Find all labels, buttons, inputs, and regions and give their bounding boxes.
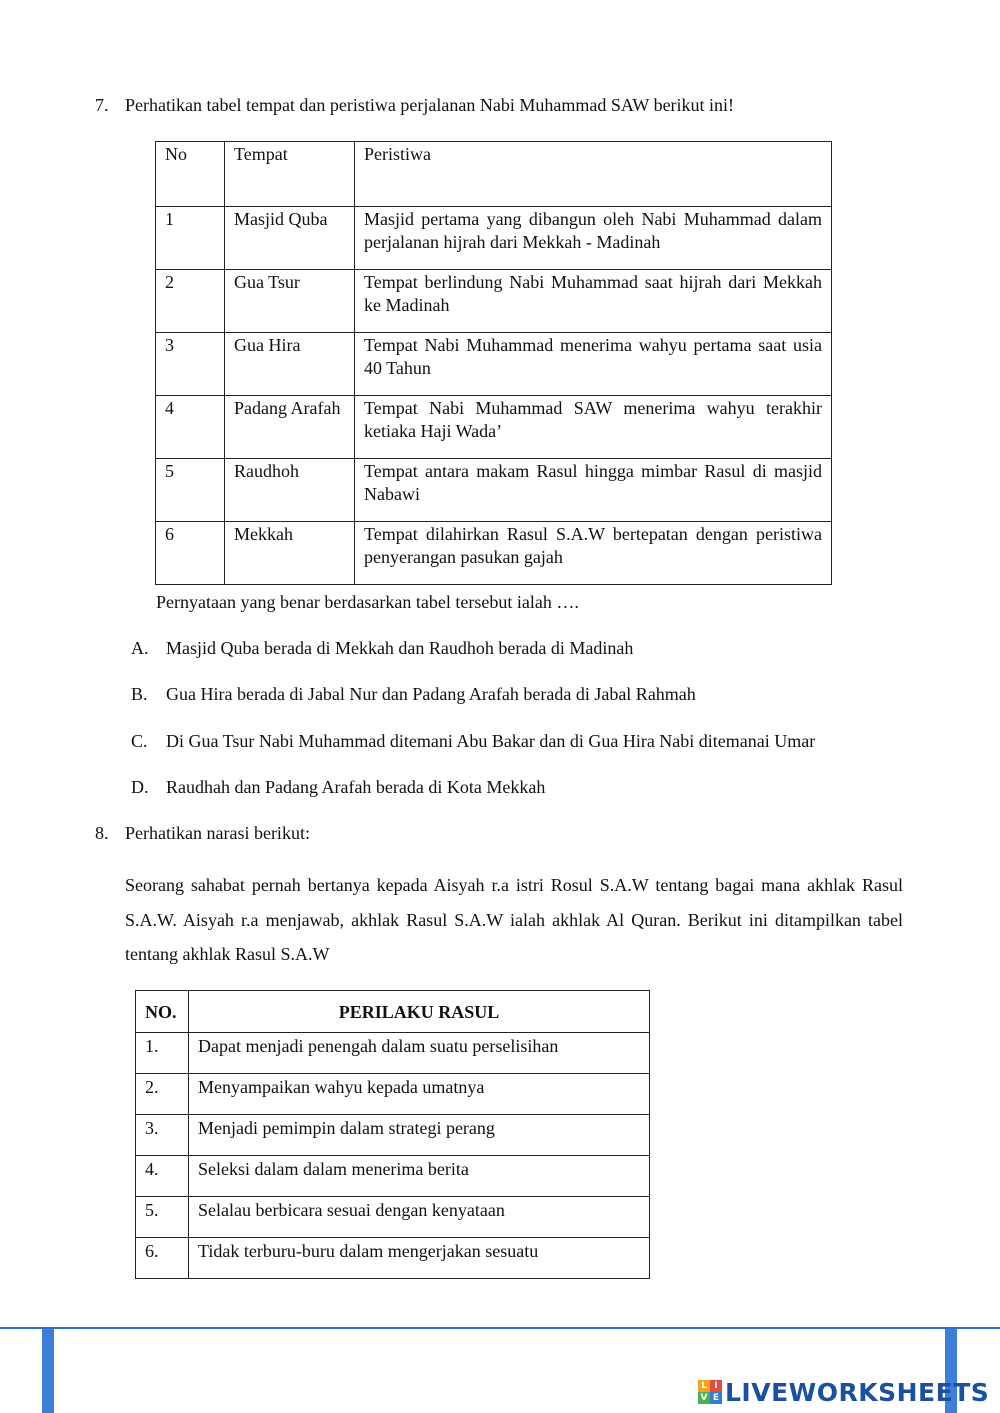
event-cell: Tempat dilahirkan Rasul S.A.W bertepatan dengan peristiwa penyerangan pasukan gajah [355,522,832,585]
row-number: 6 [156,522,225,585]
behavior-cell: Selalau berbicara sesuai dengan kenyataan [189,1197,650,1238]
table-header-row [136,991,650,1033]
table-row [156,396,832,459]
behavior-cell: Menyampaikan wahyu kepada umatnya [189,1074,650,1115]
liveworksheets-logo-icon: L I V E [698,1380,722,1404]
option-letter: D. [131,777,149,797]
footer-divider [0,1327,1000,1329]
question-statement: Pernyataan yang benar berdasarkan tabel tersebut ialah …. [156,592,579,612]
table-row [136,1033,650,1074]
column-header-perilaku: PERILAKU RASUL [189,991,650,1033]
table-row [136,1115,650,1156]
row-number: 4 [156,396,225,459]
behavior-cell: Tidak terburu-buru dalam mengerjakan sesuatu [189,1238,650,1279]
narrative-paragraph: Seorang sahabat pernah bertanya kepada Aisyah r.a istri Rosul S.A.W tentang bagai mana akhlak Rasul S.A.W. Aisyah r.a menjawab, akhlak Rasul S.A.W ialah akhlak Al Quran. Berikut ini ditampilkan tabel tentang akhlak Rasul S.A.W [125,875,903,964]
row-number: 1. [136,1033,189,1074]
behavior-cell: Dapat menjadi penengah dalam suatu perselisihan [189,1033,650,1074]
question-prompt: Perhatikan narasi berikut: [125,823,310,843]
row-number: 3. [136,1115,189,1156]
row-number: 5. [136,1197,189,1238]
option-text: Di Gua Tsur Nabi Muhammad ditemani Abu Bakar dan di Gua Hira Nabi ditemanai Umar [166,731,816,751]
place-cell: Mekkah [225,522,355,585]
option-letter: B. [131,684,148,704]
table-row [136,1156,650,1197]
footer-left-bar [42,1329,54,1413]
place-cell: Gua Tsur [225,270,355,333]
event-cell: Tempat Nabi Muhammad SAW menerima wahyu terakhir ketiaka Haji Wada’ [355,396,832,459]
option-text: Raudhah dan Padang Arafah berada di Kota Mekkah [166,777,546,797]
place-cell: Padang Arafah [225,396,355,459]
column-header-tempat: Tempat [225,142,355,207]
row-number: 3 [156,333,225,396]
question-prompt: Perhatikan tabel tempat dan peristiwa perjalanan Nabi Muhammad SAW berikut ini! [125,95,735,115]
place-cell: Gua Hira [225,333,355,396]
option-text: Masjid Quba berada di Mekkah dan Raudhoh berada di Madinah [166,638,634,658]
row-number: 2. [136,1074,189,1115]
question-number: 8. [95,823,109,843]
liveworksheets-brand [698,1375,989,1409]
row-number: 6. [136,1238,189,1279]
brand-text: LIVEWORKSHEETS [725,1377,990,1407]
row-number: 1 [156,207,225,270]
prophet-behavior-table [135,990,650,1279]
table-row [156,333,832,396]
place-cell: Raudhoh [225,459,355,522]
option-letter: A. [131,638,149,658]
table-header-row [156,142,832,207]
table-row [156,459,832,522]
event-cell: Tempat berlindung Nabi Muhammad saat hijrah dari Mekkah ke Madinah [355,270,832,333]
question-number: 7. [95,95,109,115]
column-header-peristiwa: Peristiwa [355,142,832,207]
table-row [136,1238,650,1279]
event-cell: Tempat antara makam Rasul hingga mimbar Rasul di masjid Nabawi [355,459,832,522]
column-header-no: No [156,142,225,207]
table-row [156,522,832,585]
table-row [136,1074,650,1115]
option-letter: C. [131,731,148,751]
place-cell: Masjid Quba [225,207,355,270]
behavior-cell: Seleksi dalam dalam menerima berita [189,1156,650,1197]
event-cell: Tempat Nabi Muhammad menerima wahyu pertama saat usia 40 Tahun [355,333,832,396]
behavior-cell: Menjadi pemimpin dalam strategi perang [189,1115,650,1156]
column-header-no: NO. [136,991,189,1033]
table-row [156,270,832,333]
row-number: 5 [156,459,225,522]
row-number: 4. [136,1156,189,1197]
places-events-table [155,141,832,585]
table-row [136,1197,650,1238]
option-text: Gua Hira berada di Jabal Nur dan Padang Arafah berada di Jabal Rahmah [166,684,696,704]
event-cell: Masjid pertama yang dibangun oleh Nabi Muhammad dalam perjalanan hijrah dari Mekkah - Madinah [355,207,832,270]
table-row [156,207,832,270]
row-number: 2 [156,270,225,333]
